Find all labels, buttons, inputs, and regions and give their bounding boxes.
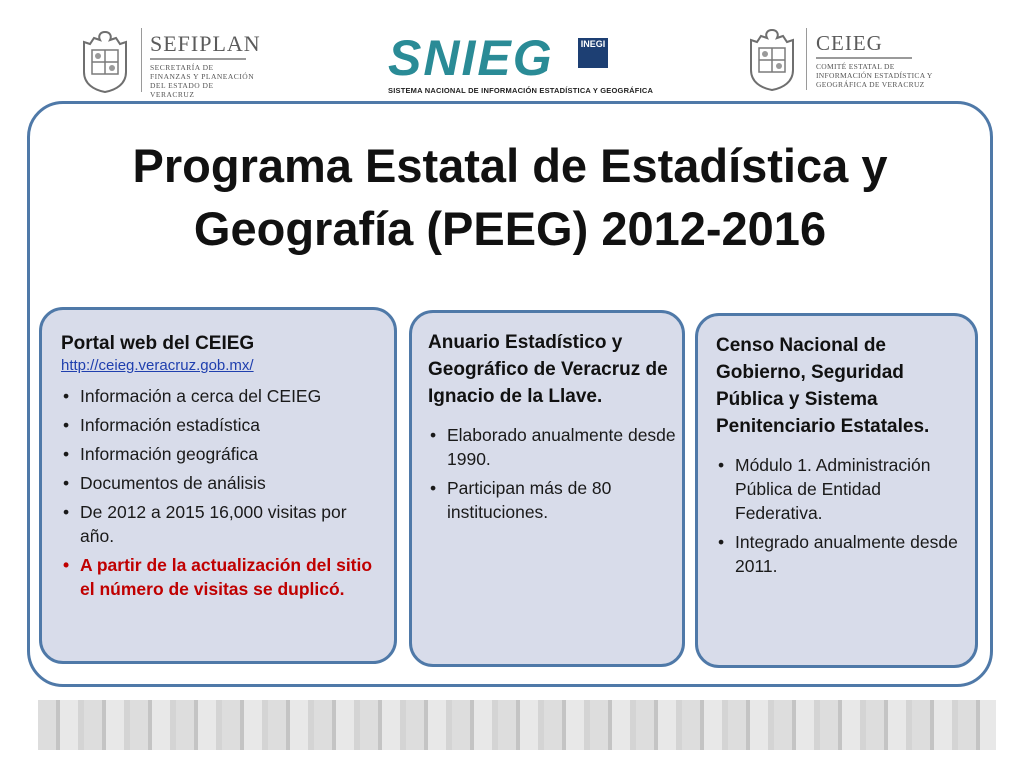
list-item: [716, 453, 968, 525]
list-item-highlight: [61, 553, 381, 601]
bullet-icon: •: [63, 473, 70, 493]
list-item-text: Integrado anualmente desde 2011.: [735, 532, 958, 576]
bullet-icon: •: [63, 444, 70, 464]
veracruz-seal-icon: [743, 26, 801, 92]
list-item-text: Información estadística: [80, 415, 260, 435]
logo-divider: [806, 28, 807, 90]
sefiplan-subtitle-3: DEL ESTADO DE VERACRUZ: [150, 81, 214, 99]
header-logos: [0, 20, 1024, 100]
bullet-list: [428, 423, 678, 524]
ceieg-portal-link[interactable]: http://ceieg.veracruz.gob.mx/: [61, 357, 254, 374]
inegi-badge: [578, 38, 608, 68]
card-portal-web: [39, 307, 397, 664]
ceieg-subtitle-3: GEOGRÁFICA DE VERACRUZ: [816, 80, 925, 89]
bullet-list: [61, 384, 381, 601]
list-item-text: A partir de la actualización del sitio el número de visitas se duplicó.: [80, 555, 373, 599]
veracruz-seal-icon: [76, 28, 134, 94]
page-title-line-1: Programa Estatal de Estadística y: [132, 139, 888, 192]
ceieg-subtitle-1: COMITÉ ESTATAL DE: [816, 62, 895, 71]
bullet-icon: •: [63, 555, 70, 575]
page-title: [30, 134, 990, 260]
snieg-name: SNIEG: [388, 30, 554, 86]
bullet-icon: •: [63, 502, 70, 522]
bullet-icon: •: [718, 455, 725, 475]
snieg-subtitle: SISTEMA NACIONAL DE INFORMACIÓN ESTADÍSTICA Y GEOGRÁFICA: [388, 86, 654, 95]
ceieg-rule: [816, 57, 912, 59]
bullet-icon: •: [718, 532, 725, 552]
page-title-line-2: Geografía (PEEG) 2012-2016: [193, 202, 827, 255]
list-item: [61, 413, 381, 437]
sefiplan-logo: [150, 32, 260, 99]
list-item-text: Participan más de 80 instituciones.: [447, 478, 612, 522]
card-heading: Anuario Estadístico y Geográfico de Veracruz de Ignacio de la Llave.: [428, 332, 668, 407]
bullet-icon: •: [63, 386, 70, 406]
card-heading: Censo Nacional de Gobierno, Seguridad Pública y Sistema Penitenciario Estatales.: [716, 335, 930, 437]
bullet-icon: •: [430, 478, 437, 498]
card-censo-nacional: [695, 313, 978, 668]
ceieg-subtitle-2: INFORMACIÓN ESTADÍSTICA Y: [816, 71, 933, 80]
sefiplan-subtitle-1: SECRETARÍA DE: [150, 63, 214, 72]
ceieg-logo: [816, 32, 936, 89]
list-item-text: Documentos de análisis: [80, 473, 266, 493]
sefiplan-subtitle-2: FINANZAS Y PLANEACIÓN: [150, 72, 255, 81]
logo-divider: [141, 28, 142, 92]
list-item: [428, 423, 678, 471]
list-item-text: Información a cerca del CEIEG: [80, 386, 322, 406]
snieg-logo: [388, 30, 654, 98]
bullet-icon: •: [63, 415, 70, 435]
inegi-badge-label: INEGI: [580, 39, 606, 49]
list-item: [61, 500, 381, 548]
sefiplan-rule: [150, 58, 246, 60]
bullet-icon: •: [430, 425, 437, 445]
list-item: [61, 384, 381, 408]
list-item-text: De 2012 a 2015 16,000 visitas por año.: [80, 502, 347, 546]
list-item-text: Información geográfica: [80, 444, 259, 464]
footer-pattern-band: [38, 700, 996, 750]
bullet-list: [716, 453, 968, 578]
list-item: [61, 471, 381, 495]
list-item-text: Módulo 1. Administración Pública de Entidad Federativa.: [735, 455, 931, 523]
list-item: [428, 476, 678, 524]
ceieg-name: CEIEG: [816, 31, 883, 55]
card-heading: Portal web del CEIEG: [61, 333, 255, 354]
card-anuario: [409, 310, 685, 667]
list-item: [716, 530, 968, 578]
list-item-text: Elaborado anualmente desde 1990.: [447, 425, 676, 469]
sefiplan-name: SEFIPLAN: [150, 31, 261, 56]
list-item: [61, 442, 381, 466]
